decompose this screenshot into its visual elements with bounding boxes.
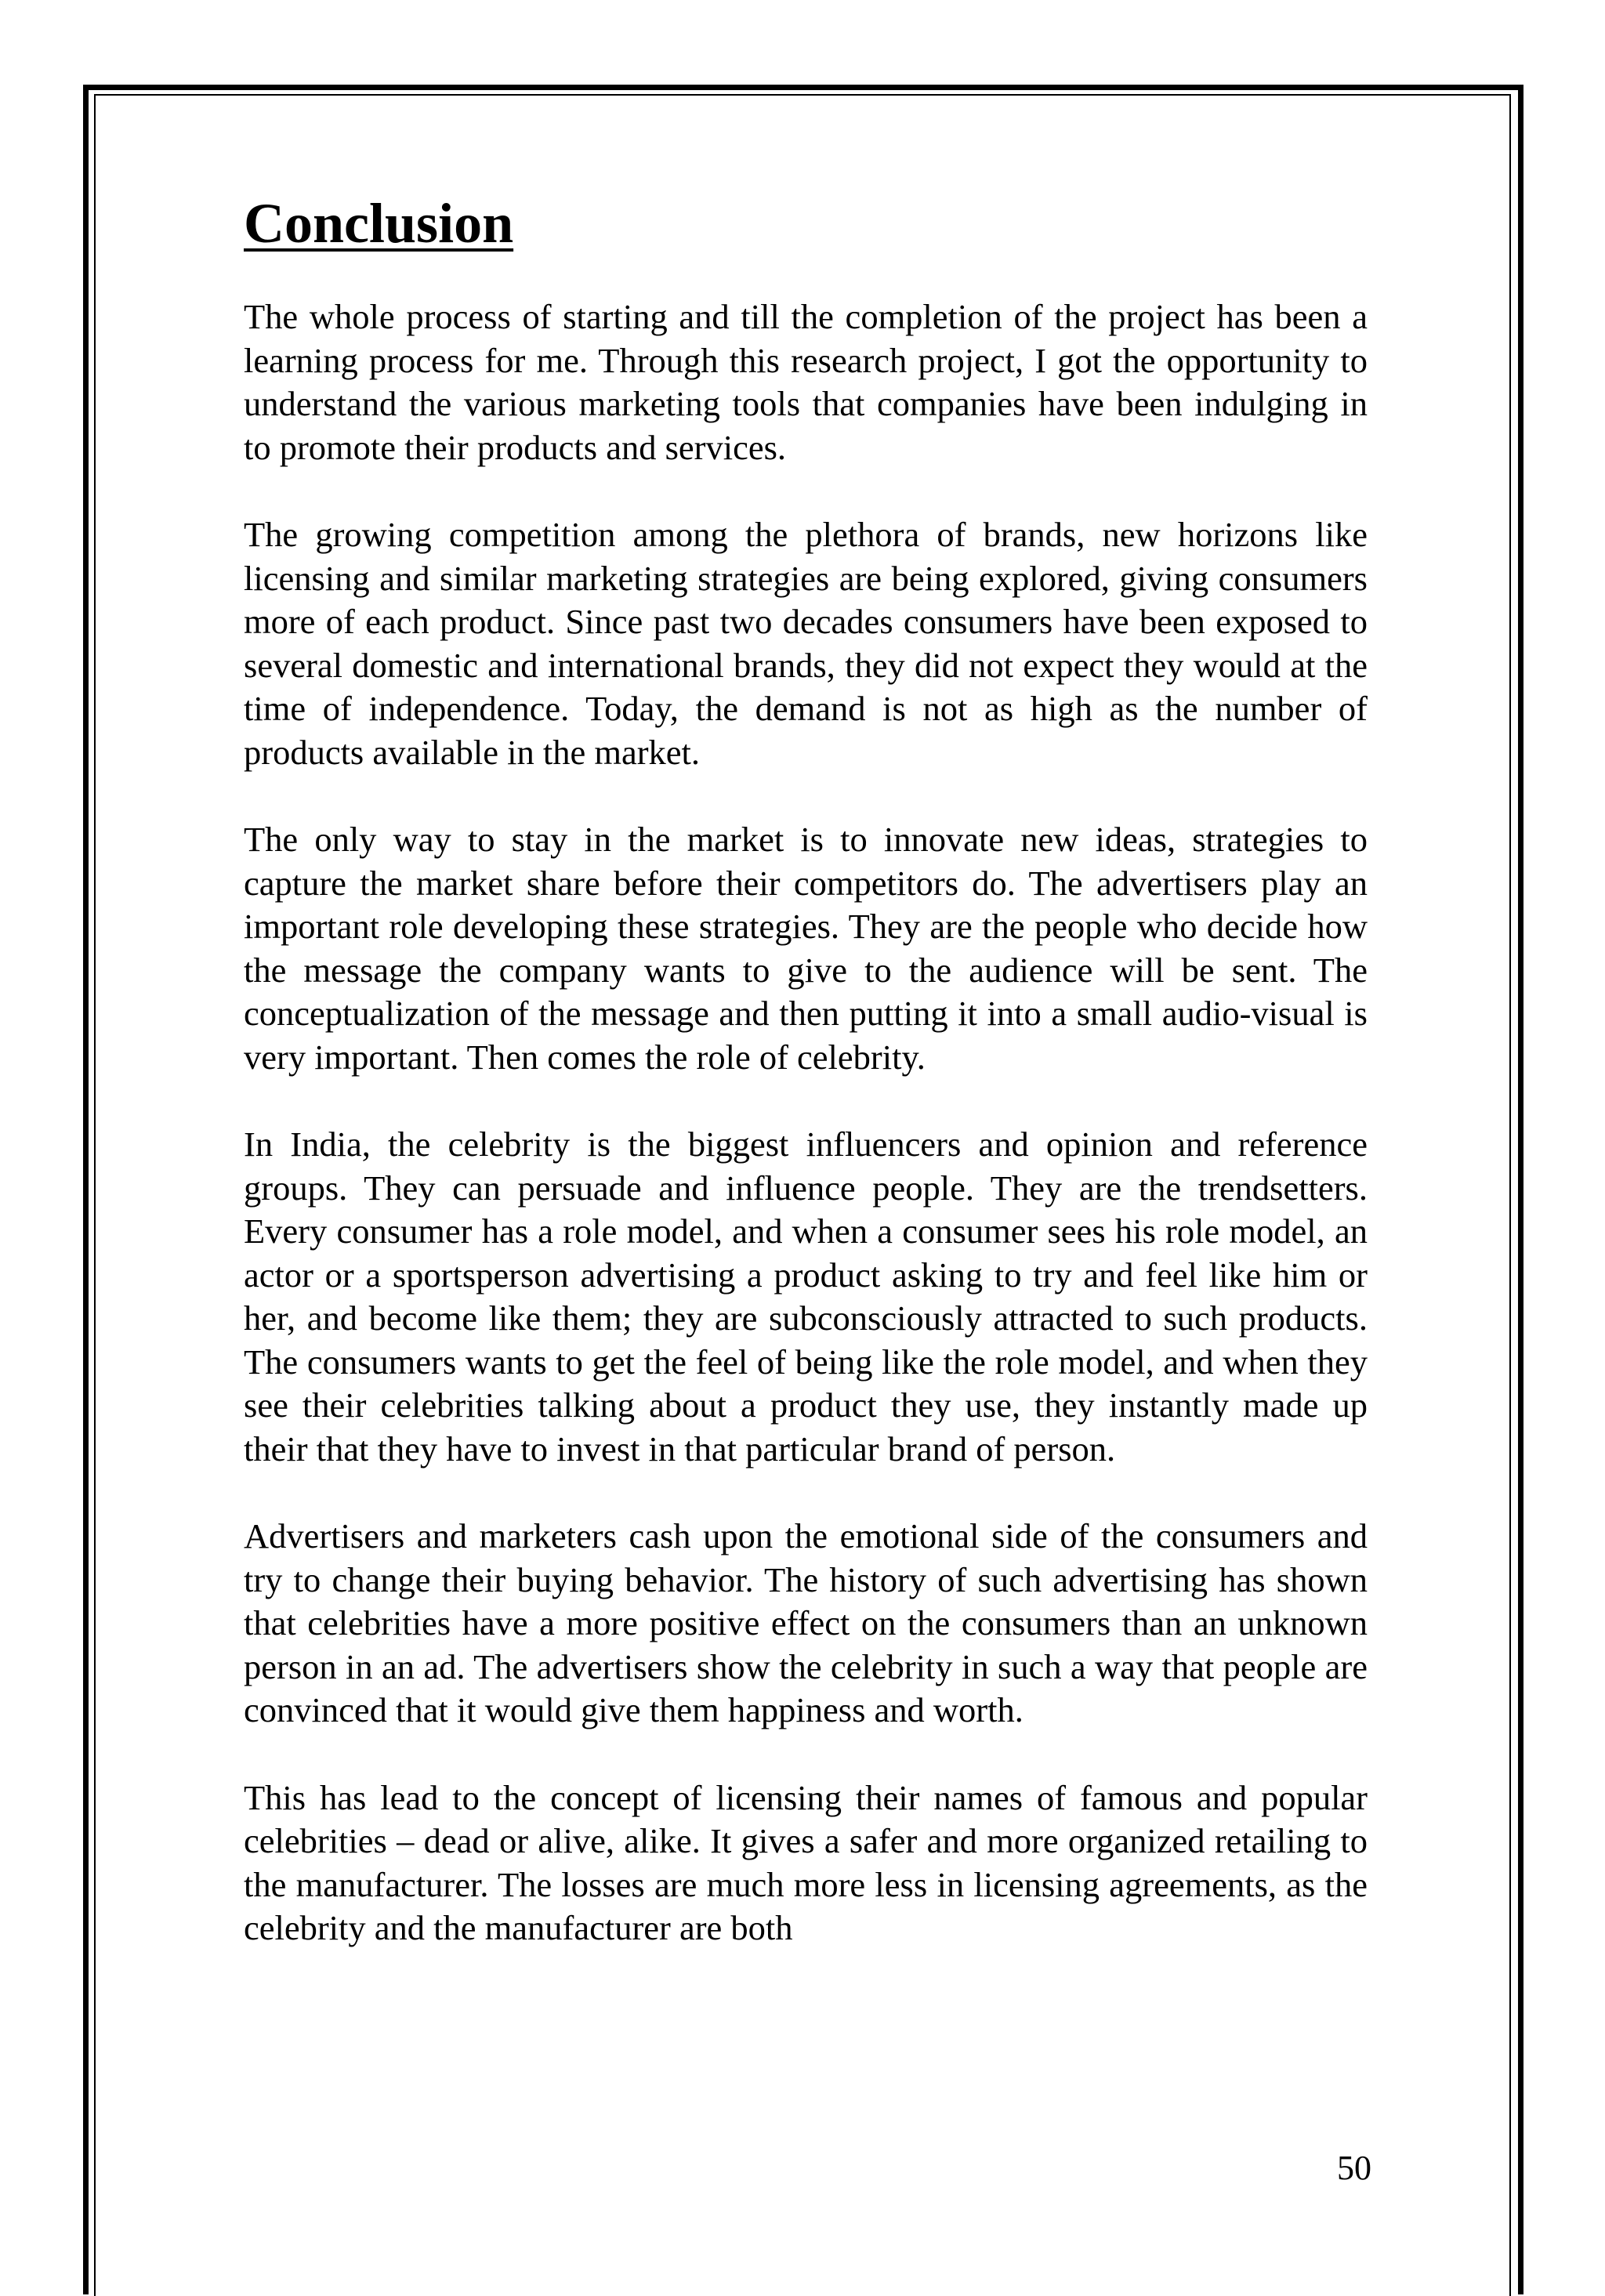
paragraph-3: The only way to stay in the market is to innovate new ideas, strategies to capture the market share before their competitors do. The advertisers play an important role developing these strategies. They are the people who decide how the message the company wants to give to the audience will be sent. The conceptualization of the message and then putting it into a small audio-visual is very important. Then comes the role of celebrity. [244, 820, 1368, 1077]
paragraph-6: This has lead to the concept of licensing their names of famous and popular celebrities – dead or alive, alike. It gives a safer and more organized retailing to the manufacturer. The losses are much more less in licensing agreements, as the celebrity and the manufacturer are both [244, 1777, 1368, 1948]
page-number: 50 [1337, 2149, 1371, 2187]
paragraph-5: Advertisers and marketers cash upon the emotional side of the consumers and try to change their buying behavior. The history of such advertising has shown that celebrities have a more positive effect on the consumers than an unknown person in an ad. The advertisers show the celebrity in such a way that people are convinced that it would give them happiness and worth. [244, 1516, 1368, 1730]
page-content [244, 193, 1368, 1994]
paragraph-1: The whole process of starting and till the completion of the project has been a learning process for me. Through this research project, I got the opportunity to understand the various marketing tools that companies have been indulging in to promote their products and services. [244, 297, 1368, 467]
paragraph-2: The growing competition among the plethora of brands, new horizons like licensing and similar marketing strategies are being explored, giving consumers more of each product. Since past two decades consumers have been exposed to several domestic and international brands, they did not expect they would at the time of independence. Today, the demand is not as high as the number of products available in the market. [244, 515, 1368, 772]
page-title: Conclusion [244, 192, 514, 255]
paragraph-4: In India, the celebrity is the biggest influencers and opinion and reference groups. They can persuade and influence people. They are the trendsetters. Every consumer has a role model, and when a consumer sees his role model, an actor or a sportsperson advertising a product asking to try and feel like him or her, and become like them; they are subconsciously attracted to such products. The consumers wants to get the feel of being like the role model, and when they see their celebrities talking about a product they use, they instantly made up their that they have to invest in that particular brand of person. [244, 1124, 1368, 1468]
